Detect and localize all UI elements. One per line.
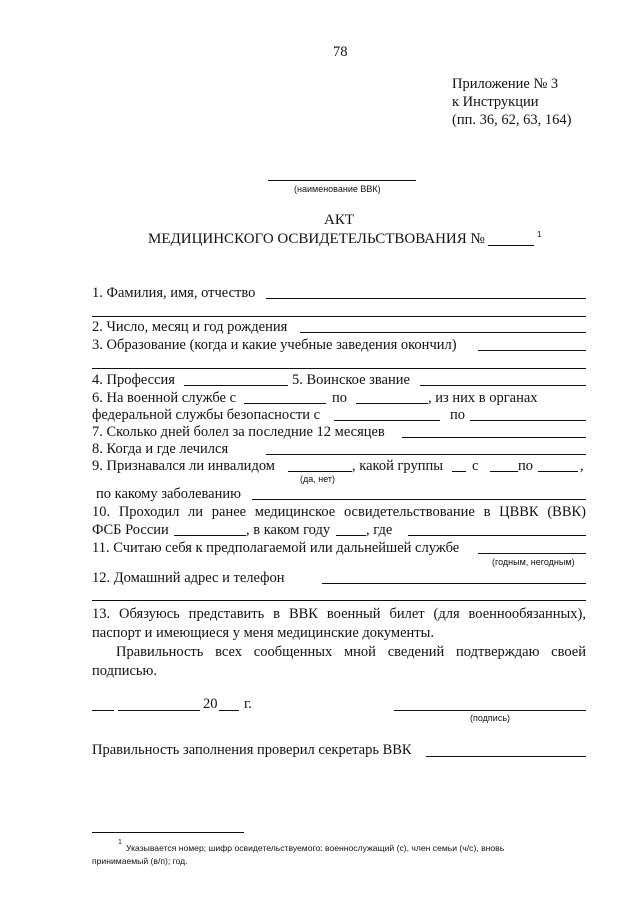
date-month-line[interactable] — [118, 710, 200, 711]
appendix-line-2: к Инструкции — [452, 94, 539, 110]
date-day-line[interactable] — [92, 710, 114, 711]
field-fsb-label: федеральной службы безопасности с — [92, 407, 321, 423]
signature-caption: (подпись) — [470, 713, 511, 723]
appendix-line-1: Приложение № 3 — [452, 76, 559, 92]
field-address-label: 12. Домашний адрес и телефон — [92, 570, 285, 586]
field-group-label: , какой группы — [352, 458, 443, 474]
field-exam-year-line[interactable] — [336, 535, 366, 536]
field-full-name-label: 1. Фамилия, имя, отчество — [92, 285, 256, 301]
field-education-label: 3. Образование (когда и какие учебные заведения окончил) — [92, 337, 457, 353]
field-education-line-2[interactable] — [92, 368, 586, 369]
field-documents-text-2: паспорт и имеющиеся у меня медицинские документы. — [92, 625, 434, 641]
date-year-line[interactable] — [219, 710, 239, 711]
field-disability-label: 9. Признавался ли инвалидом — [92, 458, 275, 474]
field-fitness-label: 11. Считаю себя к предполагаемой или дальнейшей службе — [92, 540, 460, 556]
field-treatment-label: 8. Когда и где лечился — [92, 441, 229, 457]
secretary-signature-line[interactable] — [426, 756, 586, 757]
field-rank-line[interactable] — [420, 385, 586, 386]
field-previous-exam-label: 10. Проходил ли ранее медицинское освидетельствование в ЦВВК (ВВК) — [92, 504, 586, 520]
field-group-from-line[interactable] — [490, 471, 518, 472]
field-service-label: 6. На военной службе с — [92, 390, 237, 406]
field-service-from-line[interactable] — [244, 403, 326, 404]
act-subtitle: МЕДИЦИНСКОГО ОСВИДЕТЕЛЬСТВОВАНИЯ № — [148, 231, 485, 247]
field-service-to-line[interactable] — [356, 403, 428, 404]
field-fsb-to-label: по — [450, 407, 466, 423]
field-fitness-caption: (годным, негодным) — [492, 557, 575, 567]
date-year-prefix: 20 — [203, 696, 218, 712]
field-fsb-russia-label: ФСБ России — [92, 522, 169, 538]
field-profession-line[interactable] — [184, 385, 288, 386]
field-documents-text: 13. Обязуюсь представить в ВВК военный билет (для военнообязанных), — [92, 606, 586, 622]
field-sick-days-line[interactable] — [402, 437, 586, 438]
date-year-suffix: г. — [244, 696, 252, 712]
field-treatment-line[interactable] — [266, 454, 586, 455]
field-group-comma: , — [580, 458, 584, 474]
field-sick-days-label: 7. Сколько дней болел за последние 12 месяцев — [92, 424, 385, 440]
field-service-to-label: по — [332, 390, 348, 406]
field-exam-year-label: , в каком году — [246, 522, 331, 538]
appendix-line-3: (пп. 36, 62, 63, 164) — [452, 112, 572, 128]
field-rank-label: 5. Воинское звание — [292, 372, 410, 388]
act-number-line[interactable] — [488, 245, 534, 246]
field-fitness-line[interactable] — [478, 553, 586, 554]
field-full-name-line[interactable] — [266, 298, 586, 299]
page-number: 78 — [333, 44, 348, 60]
vvk-caption: (наименование ВВК) — [294, 184, 381, 194]
field-fsb-russia-line[interactable] — [174, 535, 246, 536]
title-footnote-mark: 1 — [537, 230, 542, 239]
field-birth-date-line[interactable] — [300, 332, 586, 333]
field-profession-label: 4. Профессия — [92, 372, 175, 388]
field-fsb-from-line[interactable] — [334, 420, 440, 421]
act-title: АКТ — [324, 212, 354, 228]
field-service-fsb-label: , из них в органах — [428, 390, 538, 406]
field-fsb-to-line[interactable] — [470, 420, 586, 421]
footnote-separator — [92, 832, 244, 833]
footnote-text-1: Указывается номер; шифр освидетельствуемого: военнослужащий (с), член семьи (ч/с), вновь — [126, 843, 505, 853]
confirm-text-2: подписью. — [92, 663, 157, 679]
field-exam-where-label: , где — [366, 522, 393, 538]
confirm-text: Правильность всех сообщенных мной сведений подтверждаю своей — [116, 644, 586, 660]
field-education-line[interactable] — [478, 350, 586, 351]
field-disease-line[interactable] — [252, 499, 586, 500]
field-disability-caption: (да, нет) — [300, 474, 336, 484]
field-full-name-line-2[interactable] — [92, 316, 586, 317]
field-group-to-line[interactable] — [538, 471, 578, 472]
field-group-to-label: по — [518, 458, 534, 474]
field-exam-where-line[interactable] — [408, 535, 586, 536]
footnote-mark: 1 — [118, 839, 122, 846]
secretary-label: Правильность заполнения проверил секретарь ВВК — [92, 742, 412, 758]
footnote-text-2: принимаемый (в/п); год. — [92, 856, 188, 866]
signature-line[interactable] — [394, 710, 586, 711]
field-disability-line[interactable] — [288, 471, 352, 472]
field-group-from-label: с — [472, 458, 479, 474]
field-address-line[interactable] — [322, 583, 586, 584]
field-group-line[interactable] — [452, 471, 466, 472]
field-address-line-2[interactable] — [92, 600, 586, 601]
field-disease-label: по какому заболеванию — [96, 486, 241, 502]
vvk-name-line[interactable] — [268, 180, 416, 181]
field-birth-date-label: 2. Число, месяц и год рождения — [92, 319, 288, 335]
